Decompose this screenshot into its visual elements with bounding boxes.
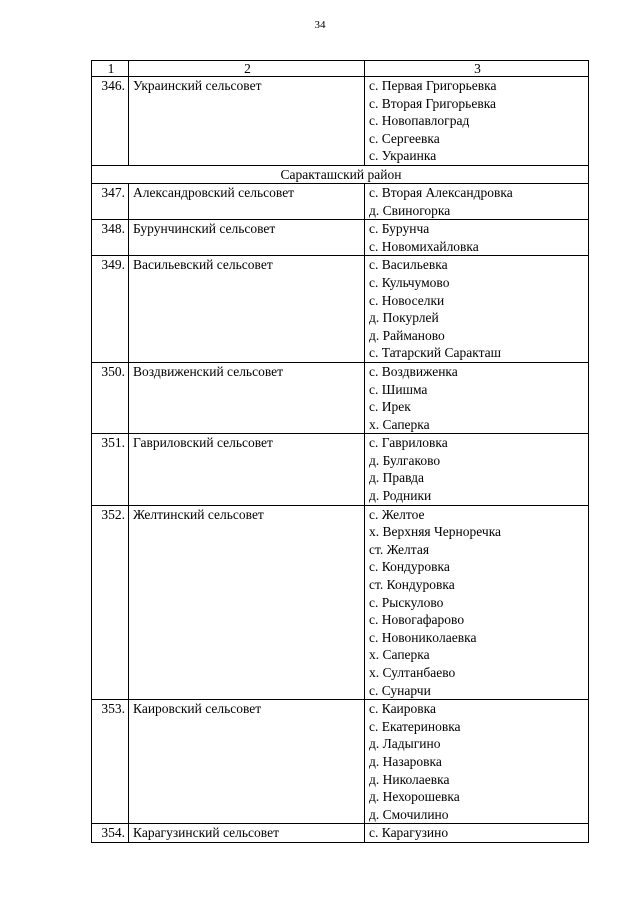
place-name: х. Саперка [369,647,430,663]
place-name: д. Родники [369,488,432,504]
places-cell [365,505,589,700]
place-name: с. Воздвиженка [369,363,458,379]
place-name: д. Покурлей [369,310,439,326]
place-name: с. Украинка [369,148,437,164]
district-row [92,165,589,183]
places-cell [365,183,589,219]
table-row [92,256,589,363]
places-cell [365,362,589,433]
place-name: д. Булгаково [369,452,441,468]
row-number: 348. [92,220,129,256]
places-cell [365,256,589,363]
place-name: с. Желтое [369,506,425,522]
row-number: 351. [92,434,129,505]
row-number: 353. [92,700,129,824]
table-row [92,362,589,433]
place-name: с. Вторая Александровка [369,184,513,200]
place-name: х. Саперка [369,416,430,432]
place-name: с. Первая Григорьевка [369,78,497,93]
places-cell [365,700,589,824]
place-name: д. Ладыгино [369,736,441,752]
place-name: х. Султанбаево [369,665,456,680]
table-row [92,77,589,166]
council-name: Гавриловский сельсовет [129,434,365,505]
place-name: с. Кульчумово [369,274,450,290]
row-number: 354. [92,824,129,843]
place-name: с. Сунарчи [369,682,431,698]
row-number: 346. [92,77,129,166]
place-name: с. Рыскулово [369,594,444,610]
council-name: Александровский сельсовет [129,183,365,219]
place-name: с. Новоселки [369,292,445,308]
place-name: с. Васильевка [369,257,448,273]
place-name: с. Екатериновка [369,718,461,734]
council-name: Каировский сельсовет [129,700,365,824]
place-name: д. Нехорошевка [369,789,460,805]
council-name: Воздвиженский сельсовет [129,362,365,433]
place-name: д. Райманово [369,327,445,343]
place-name: с. Ирек [369,399,411,415]
table-row [92,434,589,505]
place-name: с. Новопавлоград [369,113,470,129]
place-name: с. Гавриловка [369,435,448,451]
council-name: Карагузинский сельсовет [129,824,365,843]
header-row [92,61,589,77]
places-cell [365,434,589,505]
place-name: с. Кондуровка [369,559,450,575]
settlements-table [91,60,589,843]
places-cell [365,220,589,256]
page-number: 34 [314,19,326,31]
places-cell [365,824,589,843]
place-name: х. Верхняя Черноречка [369,524,502,540]
place-name: с. Сергеевка [369,130,440,146]
place-name: д. Правда [369,470,425,486]
header-cell-1: 1 [92,61,129,77]
place-name: с. Вторая Григорьевка [369,95,497,111]
table-body [92,61,589,843]
council-name: Желтинский сельсовет [129,505,365,700]
place-name: с. Новоникoлаевка [369,629,477,645]
council-name: Васильевский сельсовет [129,256,365,363]
district-name: Саракташский район [92,165,589,183]
table-row [92,700,589,824]
place-name: с. Новомихайловка [369,238,479,254]
council-name: Украинский сельсовет [129,77,365,166]
places-cell [365,77,589,166]
place-name: ст. Желтая [369,541,430,557]
table-row [92,505,589,700]
row-number: 352. [92,505,129,700]
place-name: с. Шишма [369,381,428,397]
header-cell-2: 2 [129,61,365,77]
header-cell-3: 3 [365,61,589,77]
place-name: с. Татарский Саракташ [369,345,502,361]
place-name: с. Карагузино [369,825,449,841]
place-name: д. Николаевка [369,771,450,787]
table-row [92,183,589,219]
place-name: д. Свиногорка [369,202,451,218]
place-name: д. Смочилино [369,806,449,822]
place-name: д. Назаровка [369,753,442,769]
table-row [92,220,589,256]
place-name: с. Каировка [369,701,437,717]
row-number: 349. [92,256,129,363]
table-row [92,824,589,843]
place-name: с. Бурунча [369,221,430,237]
row-number: 350. [92,362,129,433]
row-number: 347. [92,183,129,219]
place-name: с. Новогафарово [369,612,465,628]
council-name: Бурунчинский сельсовет [129,220,365,256]
place-name: ст. Кондуровка [369,577,455,593]
